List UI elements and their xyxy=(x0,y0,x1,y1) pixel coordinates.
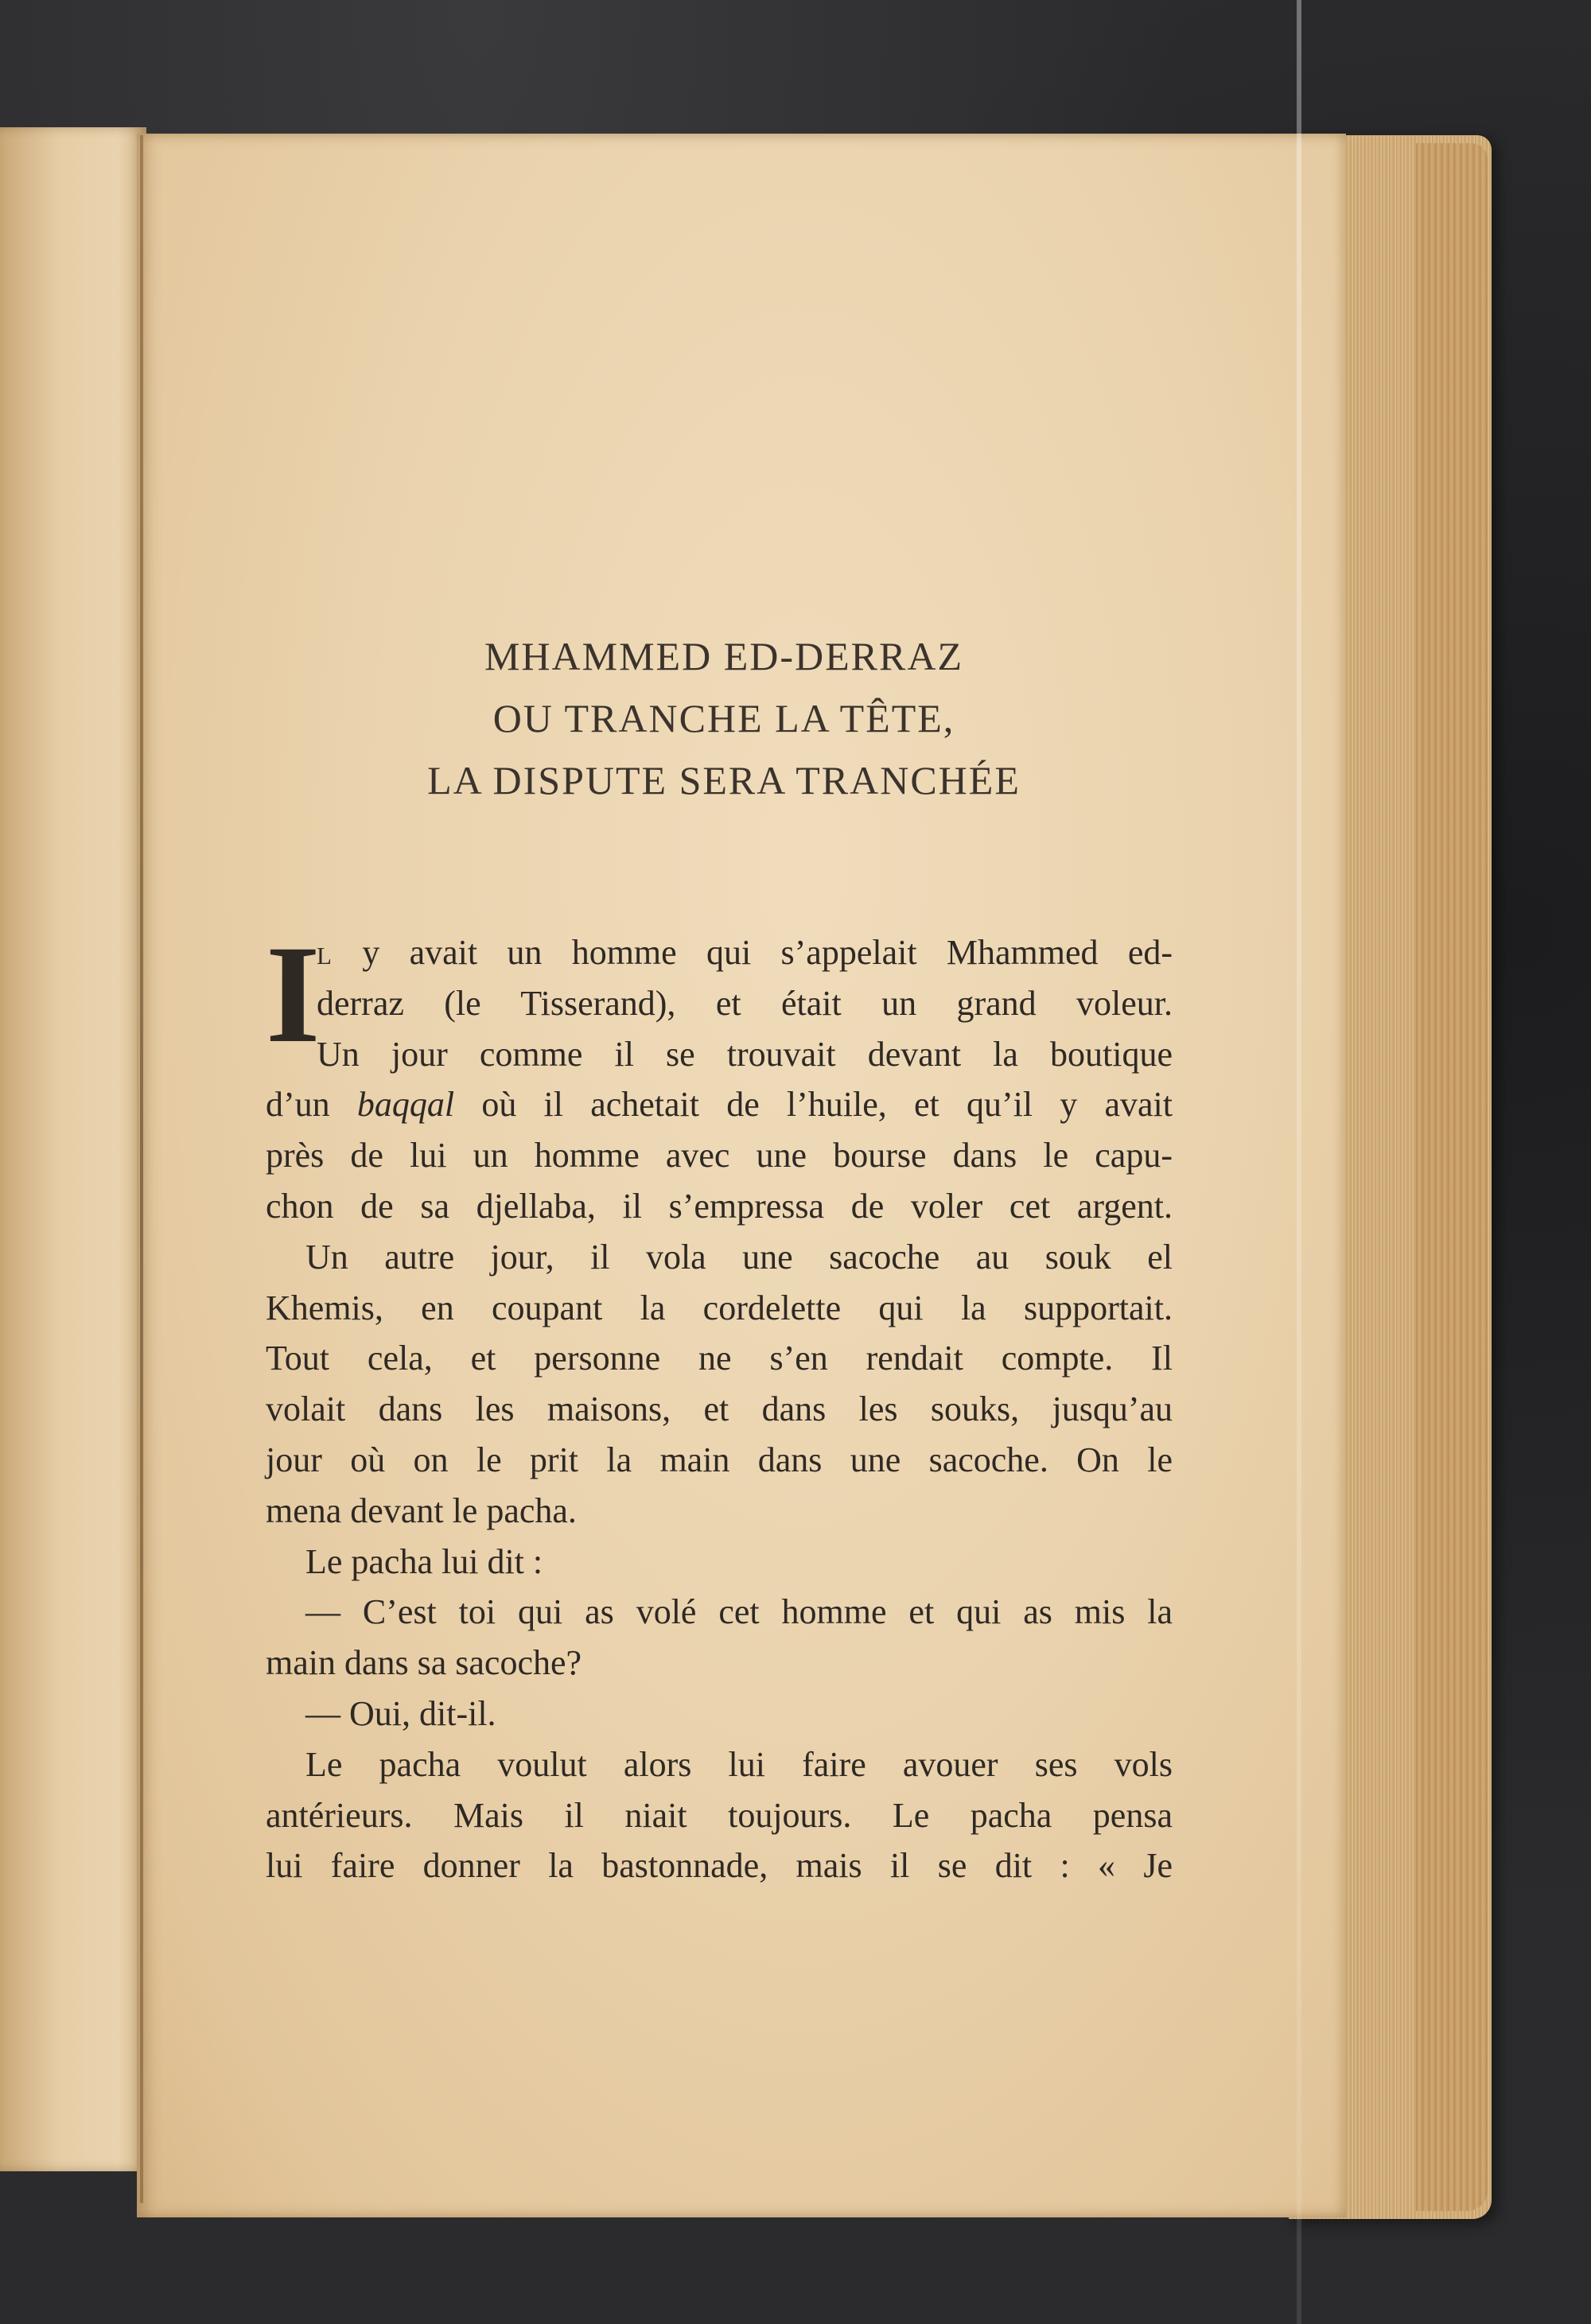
text-span: où il achetait de l’huile, et qu’il y avait xyxy=(454,1085,1173,1125)
opening-paragraph xyxy=(266,917,1173,1232)
text-line xyxy=(266,927,1173,978)
text-line: mena devant le pacha. xyxy=(266,1490,577,1530)
text-line: Le pacha voulut alors lui faire avouer ses vols xyxy=(305,1744,1173,1784)
left-page-edge xyxy=(0,127,146,2171)
page-stack-edge xyxy=(1416,143,1488,2211)
text-line: près de lui un homme avec une bourse dans le capu- xyxy=(266,1136,1173,1176)
small-caps-letter: l xyxy=(317,933,333,972)
text-line xyxy=(266,1079,1173,1130)
text-line: main dans sa sacoche? xyxy=(266,1643,582,1683)
drop-cap: I xyxy=(266,917,321,1072)
text-line: jour où on le prit la main dans une sacoche. On le xyxy=(266,1440,1173,1479)
title-line-2: OU TRANCHE LA TÊTE, xyxy=(492,696,955,740)
text-line: chon de sa djellaba, il s’empressa de voler cet argent. xyxy=(266,1186,1173,1226)
glare-line xyxy=(1297,0,1301,2324)
text-line: derraz (le Tisserand), et était un grand voleur. xyxy=(317,983,1173,1023)
text-line: Tout cela, et personne ne s’en rendait compte. Il xyxy=(266,1339,1173,1378)
gutter xyxy=(140,135,143,2203)
text-line: Khemis, en coupant la cordelette qui la supportait. xyxy=(266,1288,1173,1327)
text-line: Un jour comme il se trouvait devant la boutique xyxy=(317,1034,1173,1074)
title-line-3: LA DISPUTE SERA TRANCHÉE xyxy=(427,758,1021,803)
title-line-1: MHAMMED ED-DERRAZ xyxy=(484,634,964,678)
text-line: — C’est toi qui as volé cet homme et qui as mis la xyxy=(305,1592,1173,1632)
chapter-title xyxy=(239,625,1209,811)
text-line: volait dans les maisons, et dans les souks, jusqu’au xyxy=(266,1389,1173,1429)
text-line: Un autre jour, il vola une sacoche au souk el xyxy=(305,1237,1173,1277)
italic-word: baqqal xyxy=(356,1085,455,1125)
text-line: Le pacha lui dit : xyxy=(305,1541,543,1581)
text-span: y avait un homme qui s’appelait Mhammed ed- xyxy=(332,933,1173,972)
text-line: antérieurs. Mais il niait toujours. Le pacha pensa xyxy=(266,1795,1173,1835)
body-text xyxy=(266,917,1173,1891)
text-line: lui faire donner la bastonnade, mais il se dit : « Je xyxy=(266,1846,1173,1886)
text-span: d’un xyxy=(266,1085,357,1125)
text-line: — Oui, dit-il. xyxy=(305,1693,496,1733)
